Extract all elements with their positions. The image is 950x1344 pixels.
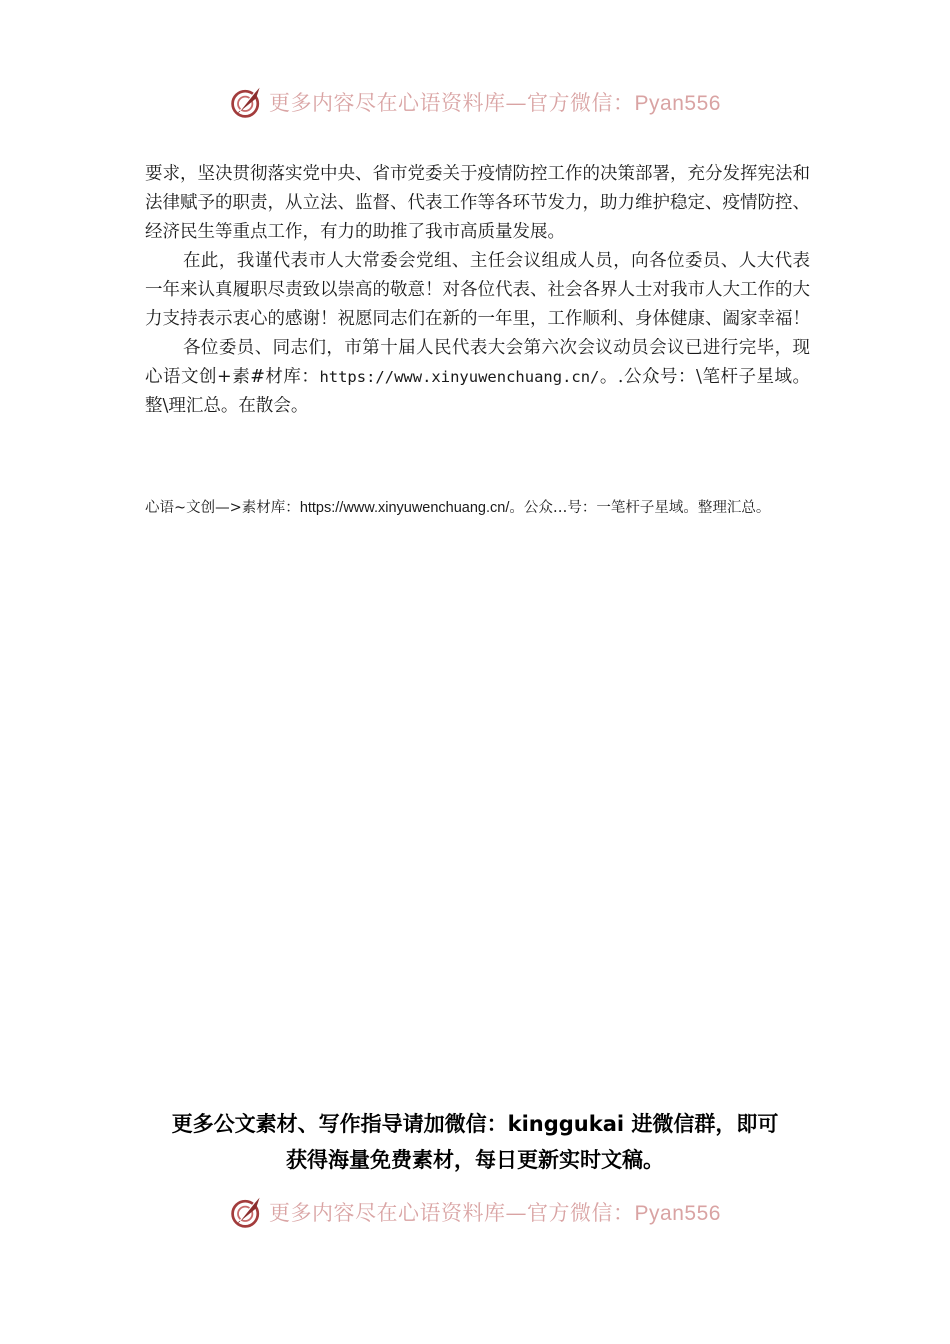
footer-wechat-id: Pyan556 [634, 1202, 721, 1225]
paragraph-3 [145, 334, 810, 421]
paragraph-2: 在此，我谨代表市人大常委会党组、主任会议组成人员，向各位委员、人大代表一年来认真履职尽责致以崇高的敬意！对各位代表、社会各界人士对我市人大工作的大力支持表示衷心的感谢！祝愿同志们在新的一年里，工作顺利、身体健康、阖家幸福！ [145, 251, 810, 329]
footnote [145, 494, 810, 523]
quill-logo-icon [229, 84, 265, 120]
paragraph-3-text-b: 。.公众号：\笔杆子星域。整\理汇总。在散会。 [145, 367, 810, 416]
paragraph-3-url: https://www.xinyuwenchuang.cn/ [319, 368, 600, 386]
footnote-url: https://www.xinyuwenchuang.cn/ [299, 500, 510, 516]
document-body [145, 160, 810, 421]
quill-logo-icon [229, 1194, 265, 1230]
paragraph-1: 要求，坚决贯彻落实党中央、省市党委关于疫情防控工作的决策部署，充分发挥宪法和法律赋予的职责，从立法、监督、代表工作等各环节发力，助力维护稳定、疫情防控、经济民生等重点工作，有力的助推了我市高质量发展。 [145, 164, 810, 242]
footnote-prefix: 心语~文创—>素材库： [145, 500, 300, 516]
footnote-suffix: 。公众…号：一笔杆子星域。整理汇总。 [509, 500, 771, 516]
cta-line-2: 获得海量免费素材，每日更新实时文稿。 [286, 1148, 664, 1172]
header-banner [0, 80, 950, 124]
footer-banner [0, 1190, 950, 1234]
paragraph-3-text-a: 各位委员、同志们，市第十届人民代表大会第六次会议动员会议已进行完毕，现心语文创+素#材库： [145, 338, 810, 387]
footer-brand-text: 更多内容尽在心语资料库—官方微信：Pyan556 [269, 1201, 721, 1225]
cta-line-1: 更多公文素材、写作指导请加微信：kinggukai 进微信群，即可 [171, 1112, 779, 1136]
header-wechat-id: Pyan556 [634, 92, 721, 115]
cta-block [0, 1106, 950, 1178]
header-brand-text: 更多内容尽在心语资料库—官方微信：Pyan556 [269, 91, 721, 115]
